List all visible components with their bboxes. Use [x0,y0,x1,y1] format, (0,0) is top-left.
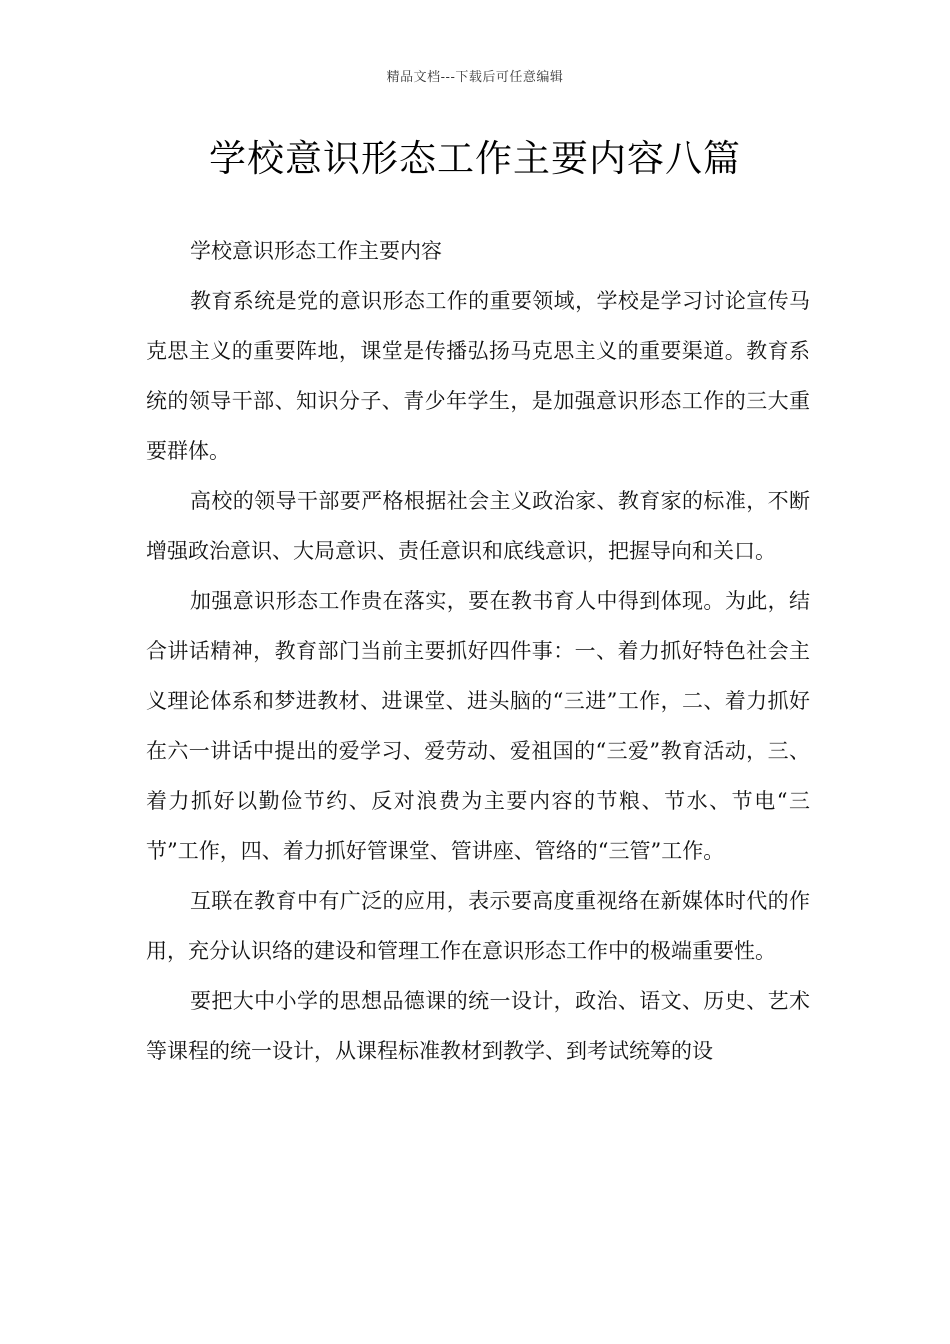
paragraph: 要把大中小学的思想品德课的统一设计，政治、语文、历史、艺术等课程的统一设计，从课程标准教材到教学、到考试统筹的设 [146,989,810,1063]
paragraph: 加强意识形态工作贵在落实，要在教书育人中得到体现。为此，结合讲话精神，教育部门当前主要抓好四件事：一、着力抓好特色社会主义理论体系和梦进教材、进课堂、进头脑的“三进”工作，二、着力抓好在六一讲话中提出的爱学习、爱劳动、爱祖国的“三爱”教育活动，三、着力抓好以勤俭节约、反对浪费为主要内容的节粮、节水、节电“三节”工作，四、着力抓好管课堂、管讲座、管络的“三管”工作。 [146,589,810,863]
header-note: 精品文档---下载后可任意编辑 [386,70,564,85]
paragraph: 教育系统是党的意识形态工作的重要领域，学校是学习讨论宣传马克思主义的重要阵地，课堂是传播弘扬马克思主义的重要渠道。教育系统的领导干部、知识分子、青少年学生，是加强意识形态工作的三大重要群体。 [146,289,810,463]
document-body [146,226,810,1076]
paragraph: 高校的领导干部要严格根据社会主义政治家、教育家的标准，不断增强政治意识、大局意识、责任意识和底线意识，把握导向和关口。 [146,489,810,563]
section-heading: 学校意识形态工作主要内容 [190,239,442,263]
document-title: 学校意识形态工作主要内容八篇 [209,137,741,180]
paragraph: 互联在教育中有广泛的应用，表示要高度重视络在新媒体时代的作用，充分认识络的建设和管理工作在意识形态工作中的极端重要性。 [146,889,810,963]
